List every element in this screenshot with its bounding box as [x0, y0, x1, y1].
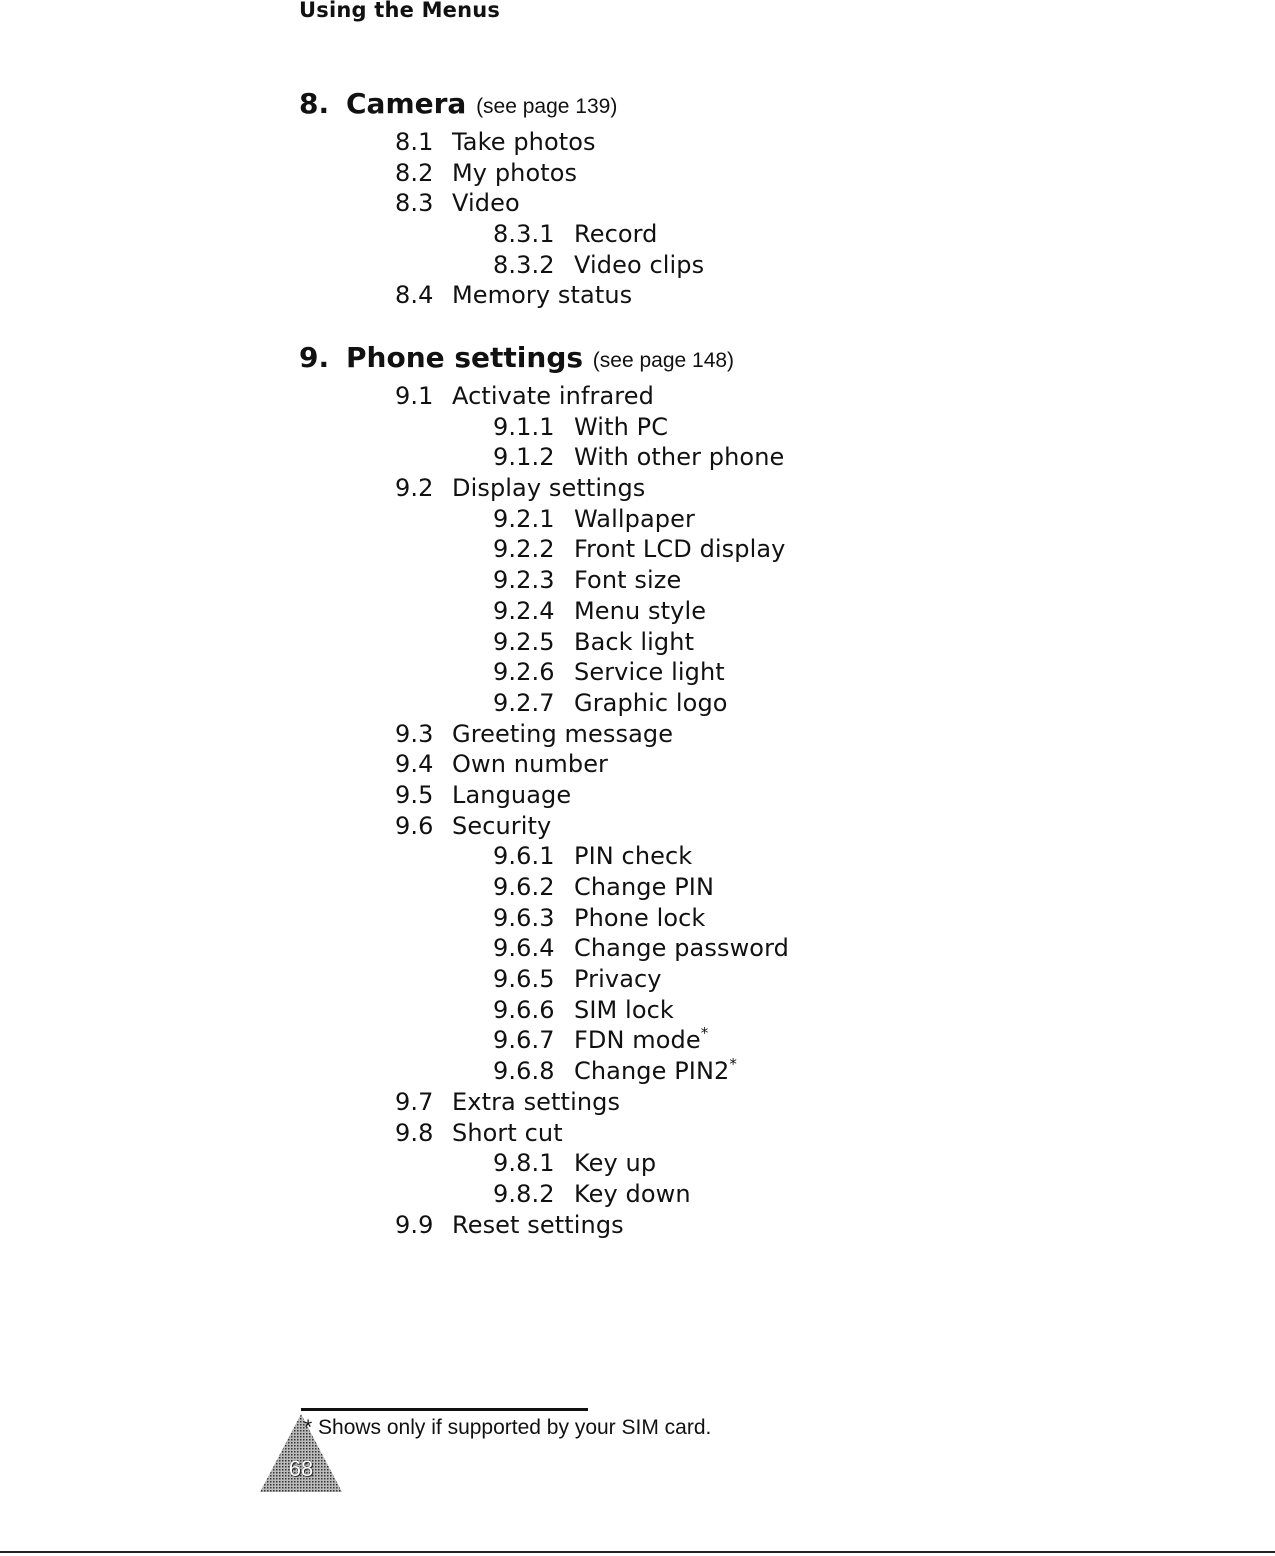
menu-item — [299, 1210, 789, 1241]
menu-item-list — [299, 381, 789, 1240]
menu-item-label: PIN check — [574, 842, 693, 871]
menu-item-label: Change PIN2 — [574, 1057, 730, 1086]
menu-item — [299, 780, 789, 811]
menu-item-label: Front LCD display — [574, 535, 786, 564]
menu-item — [299, 596, 789, 627]
menu-item-number: 9.3 — [395, 719, 434, 748]
menu-item — [299, 127, 704, 158]
menu-item-number: 9.6.5 — [493, 965, 555, 994]
menu-item-label: Video — [452, 189, 520, 218]
menu-item — [299, 565, 789, 596]
menu-item-number: 9.5 — [395, 780, 434, 809]
menu-item-number: 9.2.2 — [493, 535, 555, 564]
menu-item-list — [299, 127, 704, 311]
menu-item-label: Service light — [574, 658, 725, 687]
menu-item-label: Activate infrared — [452, 382, 654, 410]
menu-item-number: 9.8.1 — [493, 1149, 555, 1178]
menu-item-label: With PC — [574, 412, 669, 441]
section-number: 8. — [299, 87, 330, 120]
menu-item-label: Change password — [574, 934, 789, 963]
menu-item-number: 9.2.7 — [493, 688, 555, 717]
menu-item — [299, 657, 789, 688]
menu-item-number: 9.6.2 — [493, 873, 555, 901]
menu-item — [299, 1118, 789, 1149]
menu-item-label: Font size — [574, 566, 682, 595]
menu-item — [299, 188, 704, 219]
menu-item-label: Back light — [574, 627, 695, 656]
footnote: * Shows only if supported by your SIM card. — [304, 1416, 712, 1439]
menu-item-number: 9.4 — [395, 750, 434, 779]
menu-item-label: Record — [574, 220, 658, 249]
menu-item-label: Memory status — [452, 281, 633, 310]
menu-item-number: 9.6 — [395, 811, 434, 840]
menu-item — [299, 995, 789, 1026]
running-head: Using the Menus — [299, 0, 501, 22]
menu-item-label: Change PIN — [574, 873, 715, 901]
menu-item-label: Extra settings — [452, 1087, 621, 1116]
menu-item-number: 9.2.5 — [493, 627, 555, 656]
menu-item-label: Video clips — [574, 250, 705, 279]
footnote-marker: * — [729, 1055, 737, 1074]
menu-item-label: My photos — [452, 158, 578, 187]
menu-item — [299, 381, 789, 412]
bottom-divider — [0, 1551, 1275, 1553]
menu-item-label: Menu style — [574, 596, 707, 625]
menu-item — [299, 933, 789, 964]
menu-item — [299, 250, 704, 281]
menu-item-label: Graphic logo — [574, 688, 728, 717]
menu-item — [299, 158, 704, 189]
menu-item-number: 9.1 — [395, 382, 434, 410]
menu-item-number: 8.3 — [395, 189, 434, 218]
page-reference: (see page 139) — [476, 95, 618, 118]
menu-item — [299, 688, 789, 719]
menu-item-number: 9.8.2 — [493, 1179, 555, 1208]
menu-item-number: 8.3.2 — [493, 250, 555, 279]
menu-item — [299, 534, 789, 565]
menu-item-label: Wallpaper — [574, 504, 695, 533]
menu-item-number: 9.2.3 — [493, 566, 555, 595]
menu-item — [299, 442, 789, 473]
menu-item-number: 9.8 — [395, 1118, 434, 1147]
page-reference: (see page 148) — [592, 349, 735, 372]
menu-item — [299, 841, 789, 872]
section-title-text: Phone settings — [346, 341, 584, 374]
footnote-marker: * — [700, 1024, 709, 1043]
menu-item-label: Security — [452, 811, 552, 840]
menu-item-number: 8.3.1 — [493, 220, 555, 249]
menu-item-label: Short cut — [452, 1118, 563, 1147]
menu-item-label: Display settings — [452, 474, 646, 503]
menu-item — [299, 903, 789, 934]
menu-item-number: 9.7 — [395, 1087, 434, 1116]
section-number: 9. — [299, 341, 330, 374]
menu-item — [299, 280, 704, 311]
section-title — [299, 340, 789, 379]
menu-item — [299, 1148, 789, 1179]
menu-item-label: Phone lock — [574, 903, 706, 932]
section-title-text: Camera — [346, 87, 467, 120]
menu-item — [299, 749, 789, 780]
menu-item-number: 9.2 — [395, 474, 434, 503]
footnote-divider — [301, 1408, 588, 1411]
menu-item-label: SIM lock — [574, 995, 674, 1024]
menu-item — [299, 1056, 789, 1087]
menu-item-number: 8.1 — [395, 128, 434, 156]
menu-item — [299, 964, 789, 995]
menu-item — [299, 1087, 789, 1118]
menu-item-number: 9.6.3 — [493, 903, 555, 932]
menu-item-number: 9.6.6 — [493, 995, 555, 1024]
menu-item — [299, 627, 789, 658]
menu-item-number: 9.2.4 — [493, 596, 555, 625]
menu-item-label: Take photos — [452, 128, 596, 156]
menu-item-number: 9.1.2 — [493, 443, 555, 472]
menu-item-number: 9.6.1 — [493, 842, 555, 871]
menu-item — [299, 504, 789, 535]
menu-item-label: Language — [452, 780, 572, 809]
menu-item-number: 8.4 — [395, 281, 434, 310]
menu-item — [299, 473, 789, 504]
menu-item-number: 9.6.8 — [493, 1057, 555, 1086]
menu-item — [299, 1179, 789, 1210]
menu-item-number: 8.2 — [395, 158, 434, 187]
menu-item-number: 9.2.6 — [493, 658, 555, 687]
menu-item-number: 9.6.4 — [493, 934, 555, 963]
menu-item-number: 9.1.1 — [493, 412, 555, 441]
menu-item-label: Key down — [574, 1179, 691, 1208]
menu-item-label: With other phone — [574, 443, 785, 472]
menu-item — [299, 412, 789, 443]
menu-item-label: Privacy — [574, 965, 662, 994]
section-title — [299, 86, 704, 125]
menu-item-label: Own number — [452, 750, 609, 779]
menu-item-label: Key up — [574, 1149, 657, 1178]
menu-item-label: Reset settings — [452, 1210, 624, 1239]
menu-item — [299, 811, 789, 842]
menu-item-number: 9.6.7 — [493, 1026, 555, 1055]
section-phone-settings — [299, 340, 789, 1240]
menu-item — [299, 719, 789, 750]
menu-item-number: 9.9 — [395, 1210, 434, 1239]
menu-item-label: FDN mode — [574, 1026, 701, 1055]
menu-item — [299, 872, 789, 903]
menu-item-label: Greeting message — [452, 719, 674, 748]
menu-item — [299, 1025, 789, 1056]
menu-item — [299, 219, 704, 250]
section-camera — [299, 86, 704, 311]
menu-item-number: 9.2.1 — [493, 504, 555, 533]
page-number: 68 — [288, 1456, 314, 1481]
